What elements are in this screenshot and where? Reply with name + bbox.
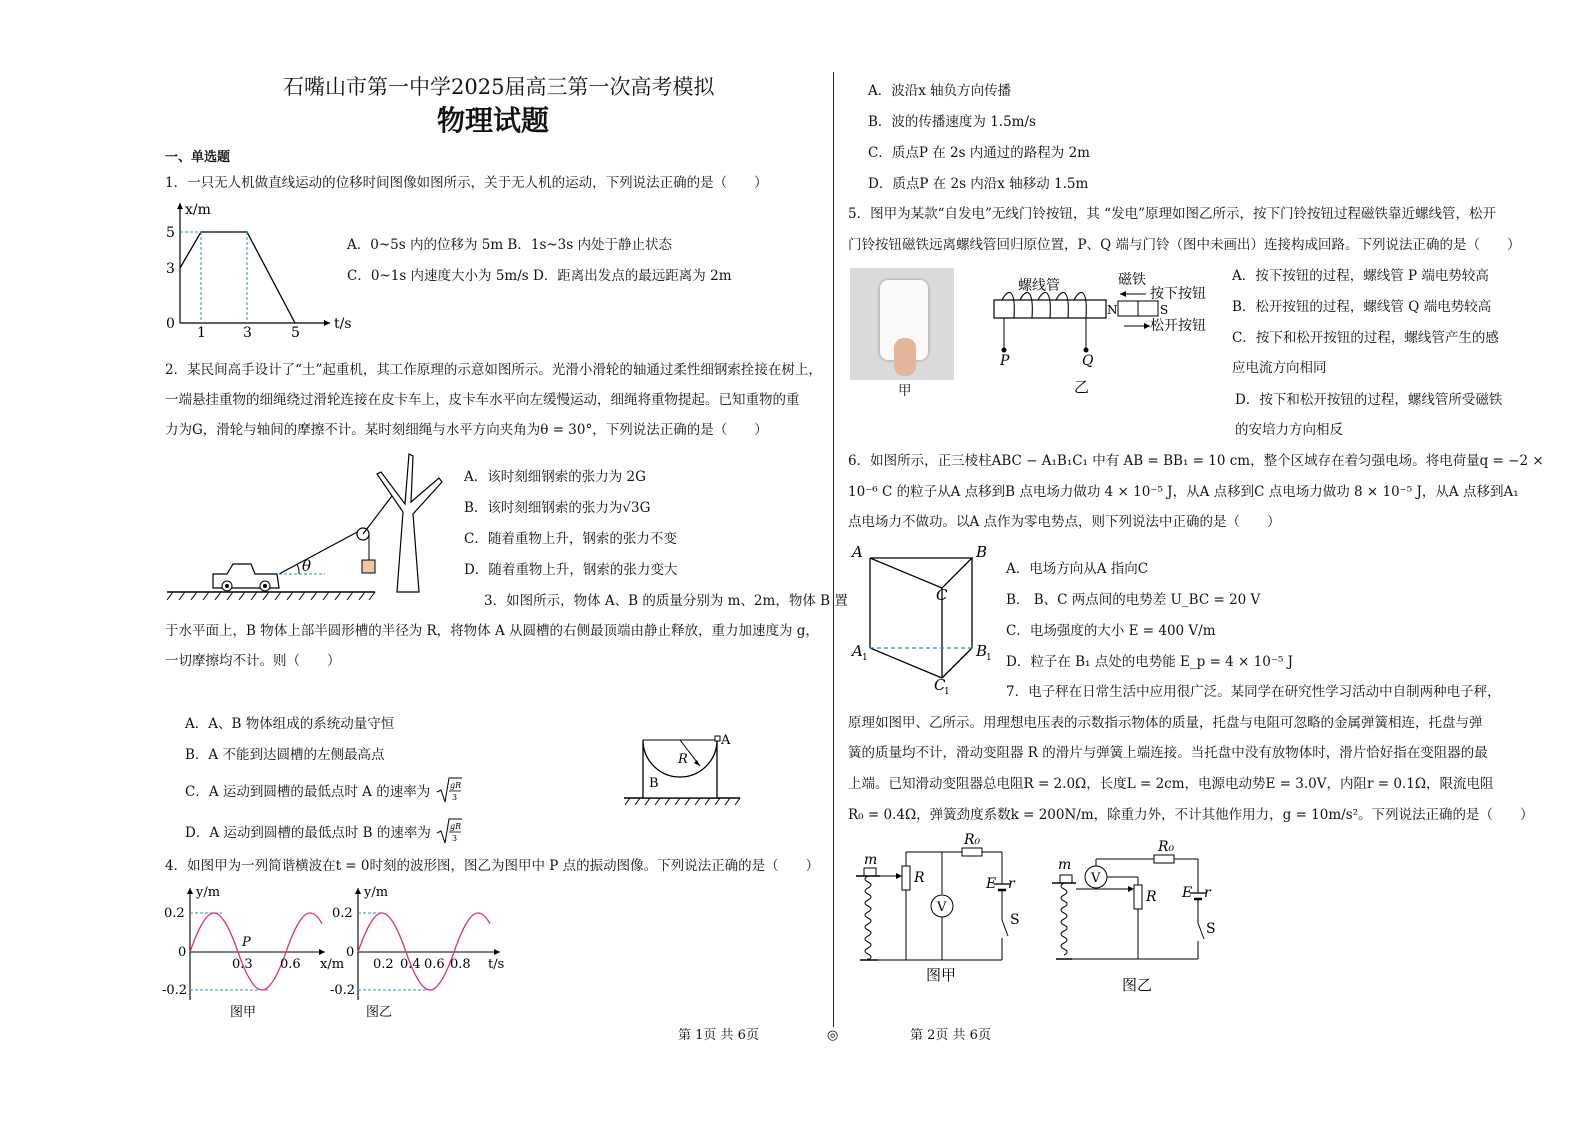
q4-g2-ytick: 0.2 (332, 906, 353, 921)
q4-stem: 4．如图甲为一列简谐横波在t = 0时刻的波形图，图乙为图甲中 P 点的振动图像。下列说法正确的是（ ） (165, 858, 820, 874)
q6-option-c: C．电场强度的大小 E = 400 V/m (1006, 623, 1216, 639)
q4-g1-ytick: 0 (178, 945, 187, 960)
q4-g1-ytick: 0.2 (164, 906, 185, 921)
q3-option-d: D．A 运动到圆槽的最低点时 B 的速率为 (185, 825, 431, 841)
q5-option-d: D．按下和松开按钮的过程，螺线管所受磁铁 (1235, 392, 1503, 408)
q4-g1-point-p: P (242, 935, 251, 950)
q7-stem-line: R₀ = 0.4Ω，弹簧劲度系数k = 200N/m，除重力外，不计其他作用力，g = 10m/s²。下列说法正确的是（ ） (848, 807, 1534, 823)
q2-stem-line: 2．某民间高手设计了“土”起重机，其工作原理的示意如图所示。光滑小滑轮的轴通过柔性细钢索拴接在树上， (165, 362, 822, 378)
q3-stem-line: 一切摩擦均不计。则（ ） (165, 653, 341, 669)
q5-label-s: S (1160, 303, 1169, 317)
q2-option-c: C．随着重物上升，钢索的张力不变 (464, 531, 677, 547)
q3-frac-den: 3 (452, 793, 458, 802)
q1-xlabel: t/s (334, 316, 352, 332)
page-divider (833, 72, 834, 1027)
q7a-label-r0: R₀ (964, 832, 981, 848)
q5-caption-jia: 甲 (898, 383, 912, 399)
q4-g2-caption: 图乙 (366, 1005, 393, 1020)
q7-caption-jia: 图甲 (926, 966, 957, 984)
q6-label-c: C (936, 586, 948, 604)
q4-g1-xtick: 0.6 (280, 957, 301, 972)
section-heading: 一、单选题 (165, 150, 231, 165)
q5-option-a: A．按下按钮的过程，螺线管 P 端电势较高 (1232, 268, 1489, 284)
q3-label-r: R (678, 752, 688, 767)
q3-stem-line: 于水平面上，B 物体上部半圆形槽的半径为 R，将物体 A 从圆槽的右侧最顶端由静止释放，重力加速度为 g， (165, 623, 819, 639)
q3-option-c: C．A 运动到圆槽的最低点时 A 的速率为 (185, 784, 431, 800)
q3-sqrt-c (436, 776, 462, 804)
q1-option-ab: A．0~5s 内的位移为 5m B．1s~3s 内处于静止状态 (347, 237, 672, 253)
q5-stem-line: 5．图甲为某款“自发电”无线门铃按钮，其 “发电”原理如图乙所示，按下门铃按钮过程磁铁靠近螺线管，松开 (848, 206, 1496, 222)
q7-stem-line: 7．电子秤在日常生活中应用很广泛。某同学在研究性学习活动中自制两种电子秤， (1006, 684, 1501, 700)
q5-doorbell-photo (850, 268, 954, 380)
q4-g2-ytick: -0.2 (330, 983, 356, 998)
q6-label-b: B (976, 543, 988, 561)
q1-ylabel: x/m (185, 202, 211, 218)
q5-option-b: B．松开按钮的过程，螺线管 Q 端电势较高 (1232, 299, 1492, 315)
q7a-label-m: m (864, 852, 878, 868)
q1-ytick: 5 (166, 225, 175, 241)
q4-g1-xtick: 0.3 (232, 957, 253, 972)
q1-stem: 1．一只无人机做直线运动的位移时间图像如图所示，关于无人机的运动，下列说法正确的是（ ） (165, 175, 768, 191)
q5-solenoid-diagram (990, 270, 1220, 400)
q7b-label-s: S (1206, 921, 1216, 937)
q3-label-a: A (721, 733, 731, 748)
q4-g2-ytick: 0 (346, 945, 355, 960)
q1-option-cd: C．0~1s 内速度大小为 5m/s D．距离出发点的最远距离为 2m (347, 268, 732, 284)
exam-school-title: 石嘴山市第一中学2025届高三第一次高考模拟 (283, 75, 715, 99)
q4-g1-caption: 图甲 (230, 1005, 257, 1020)
q7a-label-small-r: r (1008, 876, 1015, 892)
q4-option-a: A．波沿x 轴负方向传播 (868, 83, 1012, 99)
q6-option-b: B． B、C 两点间的电势差 U_BC = 20 V (1006, 592, 1261, 608)
q5-caption-yi: 乙 (1074, 378, 1090, 396)
q7-caption-yi: 图乙 (1122, 976, 1153, 994)
q7a-label-r: R (914, 870, 925, 886)
q1-ytick: 3 (166, 261, 175, 277)
q1-xt-graph (160, 198, 352, 341)
q3-label-b: B (649, 776, 659, 791)
q6-label-c1: C (934, 676, 946, 694)
q6-label-sub: 1 (986, 653, 992, 663)
q4-g1-xlabel: x/m (320, 957, 345, 972)
q7a-label-s: S (1010, 912, 1020, 928)
q4-wave-graph (160, 882, 345, 1022)
q6-label-sub: 1 (944, 687, 950, 697)
q5-label-q: Q (1082, 353, 1094, 369)
q1-xtick: 3 (243, 325, 252, 341)
q5-label-release: 松开按钮 (1150, 318, 1206, 334)
q4-option-c: C．质点P 在 2s 内通过的路程为 2m (868, 145, 1090, 161)
q6-stem-line: 10⁻⁶ C 的粒子从A 点移到B 点电场力做功 4 × 10⁻⁵ J，从A 点移到C 点电场力做功 8 × 10⁻⁵ J，从A 点移到A₁ (848, 484, 1519, 500)
q4-g2-xtick: 0.8 (450, 957, 471, 972)
q2-theta: θ (302, 557, 312, 575)
footer-center-mark: ◎ (827, 1028, 839, 1043)
q3-stem-line: 3．如图所示，物体 A、B 的质量分别为 m、2m，物体 B 置 (484, 593, 848, 609)
q3-frac-num: gR (450, 781, 462, 790)
q6-label-a1: A (852, 642, 863, 660)
q5-option-c-cont: 应电流方向相同 (1232, 360, 1327, 376)
q7b-label-r0: R₀ (1158, 839, 1175, 855)
exam-subject-title: 物理试题 (437, 104, 550, 137)
footer-page-left: 第 1页 共 6页 (678, 1028, 759, 1043)
q2-option-d: D．随着重物上升，钢索的张力变大 (464, 562, 678, 578)
q4-g2-xtick: 0.4 (400, 957, 421, 972)
q1-xtick: 5 (291, 325, 300, 341)
q4-g2-xtick: 0.2 (373, 957, 394, 972)
q7-stem-line: 簧的质量均不计，滑动变阻器 R 的滑片与弹簧上端连接。当托盘中没有放物体时，滑片恰好指在变阻器的最 (848, 745, 1488, 761)
q7-stem-line: 原理如图甲、乙所示。用理想电压表的示数指示物体的质量，托盘与电阻可忽略的金属弹簧相连，托盘与弹 (848, 715, 1483, 731)
q2-stem-line: 力为G，滑轮与轴间的摩擦不计。某时刻细绳与水平方向夹角为θ = 30°，下列说法正确的是（ ） (165, 422, 768, 438)
q7a-voltmeter: V (937, 900, 947, 915)
q1-ytick: 0 (166, 316, 175, 332)
q4-g1-ylabel: y/m (196, 885, 221, 900)
q6-option-a: A．电场方向从A 指向C (1006, 561, 1149, 577)
q6-stem-line: 6．如图所示，正三棱柱ABC − A₁B₁C₁ 中有 AB = BB₁ = 10 cm，整个区域存在着匀强电场。将电荷量q = −2 × (848, 453, 1544, 469)
q7b-label-e: E (1182, 885, 1193, 901)
q4-g2-xlabel: t/s (488, 957, 505, 972)
q7-scale-circuit-b (1050, 835, 1240, 1000)
q3-groove-diagram (622, 730, 742, 808)
q6-stem-line: 点电场力不做功。以A 点作为零电势点，则下列说法中正确的是（ ） (848, 514, 1281, 530)
q5-label-magnet: 磁铁 (1118, 272, 1146, 288)
q7-scale-circuit-a (850, 830, 1030, 990)
q6-label-sub: 1 (862, 653, 868, 663)
q2-option-b: B．该时刻细钢索的张力为√3G (464, 500, 651, 516)
q5-label-coil: 螺线管 (1018, 278, 1060, 294)
q6-label-b1: B (976, 642, 988, 660)
q2-crane-diagram (165, 452, 455, 604)
q2-stem-line: 一端悬挂重物的细绳绕过滑轮连接在皮卡车上，皮卡车水平向左缓慢运动，细绳将重物提起。已知重物的重 (165, 392, 800, 408)
q1-xtick: 1 (197, 325, 206, 341)
q7b-label-m: m (1058, 857, 1072, 873)
q5-label-press: 按下按钮 (1150, 286, 1206, 302)
q3-sqrt-d (436, 817, 462, 845)
q4-g1-ytick: -0.2 (162, 983, 188, 998)
q5-stem-line: 门铃按钮磁铁远离螺线管回归原位置，P、Q 端与门铃（图中未画出）连接构成回路。下列说法正确的是（ ） (848, 237, 1521, 253)
q4-g2-ylabel: y/m (364, 885, 389, 900)
q5-label-p: P (1000, 353, 1010, 369)
q6-option-d: D．粒子在 B₁ 点处的电势能 E_p = 4 × 10⁻⁵ J (1006, 654, 1294, 670)
q7a-label-e: E (986, 876, 997, 892)
q4-option-b: B．波的传播速度为 1.5m/s (868, 114, 1036, 130)
q5-label-n: N (1107, 303, 1118, 317)
footer-page-right: 第 2页 共 6页 (910, 1028, 991, 1043)
q7b-label-small-r: r (1204, 885, 1211, 901)
q6-label-a: A (852, 543, 863, 561)
q5-option-c: C．按下和松开按钮的过程，螺线管产生的感 (1232, 330, 1499, 346)
q5-option-d-cont: 的安培力方向相反 (1235, 422, 1343, 438)
q3-frac-num: gR (450, 822, 462, 831)
q3-option-b: B．A 不能到达圆槽的左侧最高点 (185, 747, 385, 763)
q7b-label-r: R (1146, 889, 1157, 905)
q4-g2-xtick: 0.6 (424, 957, 445, 972)
q3-option-a: A．A、B 物体组成的系统动量守恒 (185, 716, 395, 732)
q7b-voltmeter: V (1091, 871, 1101, 886)
q2-option-a: A．该时刻细钢索的张力为 2G (464, 469, 646, 485)
q4-option-d: D．质点P 在 2s 内沿x 轴移动 1.5m (868, 176, 1089, 192)
q6-prism-diagram (848, 540, 998, 700)
q4-vibration-graph (328, 882, 513, 1022)
q7-stem-line: 上端。已知滑动变阻器总电阻R = 2.0Ω，长度L = 2cm，电源电动势E = 3.0V，内阻r = 0.1Ω，限流电阻 (848, 776, 1494, 792)
q3-frac-den: 3 (452, 834, 458, 843)
